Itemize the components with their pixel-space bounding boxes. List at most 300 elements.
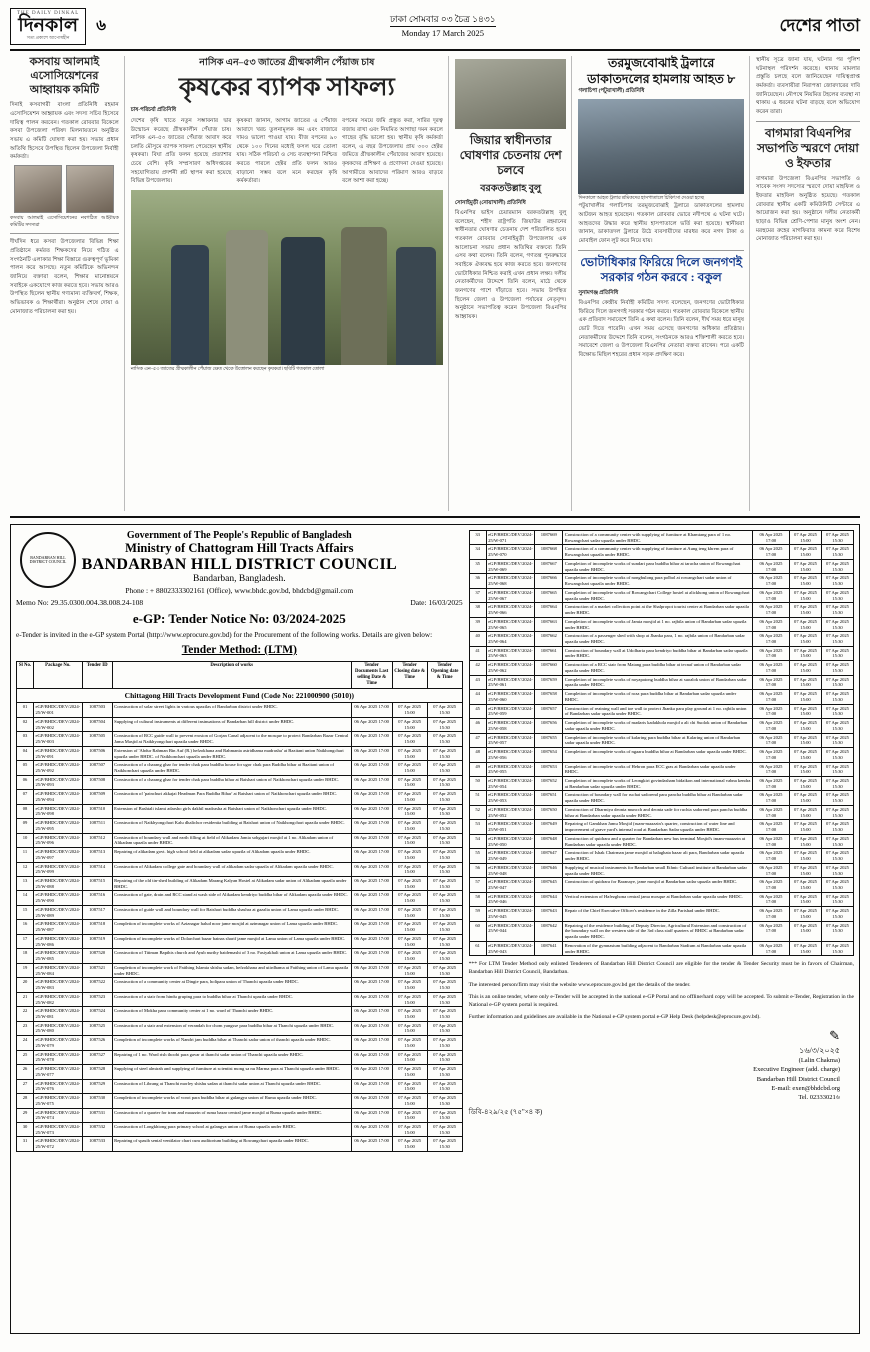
- last-selling-cell: 06 Apr 2025 17:00: [753, 559, 790, 573]
- description-cell: Construction of a community center with supplying of furniture at Khamtang para of 1 no. Rowangchari sadar upazila under BHDC.: [563, 531, 753, 545]
- th-sl: Sl No.: [17, 662, 34, 689]
- col4-photo: [578, 99, 744, 194]
- description-cell: Construction of solar street lights in various upazilas of Bandarban district under BHDC.: [112, 703, 351, 717]
- last-selling-cell: 06 Apr 2025 17:00: [753, 941, 790, 955]
- page-number: ৬: [96, 18, 107, 34]
- sl-cell: 08: [17, 804, 34, 818]
- opening-cell: 07 Apr 2025 15:30: [822, 617, 854, 631]
- tender-id-cell: 1087666: [535, 574, 563, 588]
- description-cell: Completion of incomplete works of Rowangchari College hostel at alickhong union of Rowangchari upazila under BHDC.: [563, 588, 753, 602]
- col5-body-1: স্থানীয় সূত্রে জানা যায়, ঘটনার পর পুলিশ ঘটনাস্থল পরিদর্শন করেছে। থানায় মামলার প্রস্তুতি চলছে বলে জানিয়েছেন দায়িত্বপ্রাপ্ত কর্মকর্তা। ব্যবসায়ীরা নিরাপত্তা জোরদারের দাবি জানিয়েছেন। নৌপথে নিয়মিত টহলের ব্যবস্থা না থাকায় এ ধরনের ঘটনা বাড়ছে বলে অভিযোগ করেন তারা।: [755, 57, 860, 115]
- signature-block: [469, 1027, 854, 1102]
- sl-cell: 48: [469, 748, 486, 762]
- last-selling-cell: 06 Apr 2025 17:00: [753, 632, 790, 646]
- table-row: [17, 920, 463, 934]
- package-no-cell: eGP/BHDC/DEV/2024-25/W-059: [486, 704, 535, 718]
- last-selling-cell: 06 Apr 2025 17:00: [753, 661, 790, 675]
- package-no-cell: eGP/BHDC/DEV/2024-25/W-056: [486, 748, 535, 762]
- last-selling-cell: 06 Apr 2025 17:00: [351, 775, 392, 789]
- description-cell: Completion of incomplete works of Leongkiri govindasham bidaikon and international vabna kendra at Bandarban sadar upazila under BHDC.: [563, 776, 753, 790]
- description-cell: Vertical extension of Hafezghona central jama mosque at Bandarban sadar upazila under BHDC.: [563, 892, 753, 906]
- closing-cell: 07 Apr 2025 15:00: [790, 834, 822, 848]
- tender-id-cell: 1087658: [535, 690, 563, 704]
- tender-id-cell: 1087651: [535, 791, 563, 805]
- last-selling-cell: 06 Apr 2025 17:00: [753, 849, 790, 863]
- closing-cell: 07 Apr 2025 15:00: [790, 617, 822, 631]
- table-row: [469, 690, 853, 704]
- opening-cell: 07 Apr 2025 15:30: [427, 804, 462, 818]
- opening-cell: 07 Apr 2025 15:30: [822, 632, 854, 646]
- description-cell: Construction of Titiman Bapthis church and Ayub nurthy baidemashi of 3 no. Fasiyakhali union at Lama upazila under BHDC.: [112, 949, 351, 963]
- sl-cell: 57: [469, 878, 486, 892]
- package-no-cell: eGP/BHDC/DEV/2024-25/W-002: [34, 717, 83, 731]
- sl-cell: 10: [17, 833, 34, 847]
- col1-headline: কসবায় আলমাই এসোসিয়েশনের আহ্বায়ক কমিটি: [29, 56, 100, 96]
- opening-cell: 07 Apr 2025 15:30: [427, 891, 462, 905]
- tender-id-cell: 1087669: [535, 531, 563, 545]
- description-cell: Completion of incomplete works of ngaaru buddha bihar at Bandarban sadar upazila under BHDC.: [563, 748, 753, 762]
- opening-cell: 07 Apr 2025 15:30: [427, 833, 462, 847]
- tender-id-cell: 1087656: [535, 719, 563, 733]
- closing-cell: 07 Apr 2025 15:00: [392, 746, 427, 760]
- last-selling-cell: 06 Apr 2025 17:00: [753, 690, 790, 704]
- table-row: [17, 992, 463, 1006]
- tender-id-cell: 1087512: [82, 833, 112, 847]
- last-selling-cell: 06 Apr 2025 17:00: [753, 820, 790, 834]
- closing-cell: 07 Apr 2025 15:00: [790, 762, 822, 776]
- package-no-cell: eGP/BHDC/DEV/2024-25/W-065: [486, 617, 535, 631]
- table-row: [17, 775, 463, 789]
- opening-cell: 07 Apr 2025 15:30: [822, 719, 854, 733]
- tender-id-cell: 1087641: [535, 941, 563, 955]
- last-selling-cell: 06 Apr 2025 17:00: [753, 834, 790, 848]
- package-no-cell: eGP/BHDC/DEV/2024-25/W-080: [34, 1021, 83, 1035]
- last-selling-cell: 06 Apr 2025 17:00: [351, 1094, 392, 1108]
- table-row: [469, 545, 853, 559]
- opening-cell: 07 Apr 2025 15:30: [427, 848, 462, 862]
- advertisement-code: ডিবি-৪২৯/২৫ (৭৫"×৪ ক): [468, 1107, 543, 1116]
- sl-cell: 07: [17, 790, 34, 804]
- table-row: [469, 588, 853, 602]
- col4-byline-2: সুনামগঞ্জ প্রতিনিধি: [578, 289, 619, 296]
- sl-cell: 43: [469, 675, 486, 689]
- last-selling-cell: 06 Apr 2025 17:00: [351, 1065, 392, 1079]
- tender-id-cell: 1087505: [82, 732, 112, 746]
- package-no-cell: eGP/BHDC/DEV/2024-25/W-098: [34, 804, 83, 818]
- package-no-cell: eGP/BHDC/DEV/2024-25/W-003: [34, 732, 83, 746]
- col2-kicker: নাসিক এন–৫৩ জাতের গ্রীষ্মকালীন পেঁয়াজ চাষ: [199, 58, 375, 68]
- tender-id-cell: 1087506: [82, 746, 112, 760]
- description-cell: Repairing of 1 no. Ward rish thoobi para gavar at thanchi sadar union of Thanchi upazila under BHDC.: [112, 1050, 351, 1064]
- table-row: [17, 1108, 463, 1122]
- divider: [10, 233, 119, 234]
- last-selling-cell: 06 Apr 2025 17:00: [351, 848, 392, 862]
- opening-cell: 07 Apr 2025 15:30: [427, 978, 462, 992]
- closing-cell: 07 Apr 2025 15:00: [392, 1094, 427, 1108]
- package-no-cell: eGP/BHDC/DEV/2024-25/W-073: [34, 1122, 83, 1136]
- last-selling-cell: 06 Apr 2025 17:00: [351, 732, 392, 746]
- sl-cell: 24: [17, 1036, 34, 1050]
- package-no-cell: eGP/BHDC/DEV/2024-25/W-064: [486, 632, 535, 646]
- description-cell: Construction of quidrara and a quarter for Bandarban new bus terminal Mosjid's imam-maazzin at Bandarban sadar upazila under BHDC.: [563, 834, 753, 848]
- opening-cell: 07 Apr 2025 15:30: [822, 675, 854, 689]
- last-selling-cell: 06 Apr 2025 17:00: [753, 748, 790, 762]
- sl-cell: 55: [469, 849, 486, 863]
- opening-cell: 07 Apr 2025 15:30: [822, 704, 854, 718]
- tender-id-cell: 1087663: [535, 617, 563, 631]
- package-no-cell: eGP/BHDC/DEV/2024-25/W-083: [34, 978, 83, 992]
- package-no-cell: eGP/BHDC/DEV/2024-25/W-045: [486, 907, 535, 921]
- tender-id-cell: 1087649: [535, 820, 563, 834]
- opening-cell: 07 Apr 2025 15:30: [822, 661, 854, 675]
- description-cell: Construction of Dharmiya deonta muncch and deonta sade for ruchia sadorend para pancha buddha bihar at Bandarban sadar upazila under BHDC.: [563, 805, 753, 819]
- sl-cell: 50: [469, 776, 486, 790]
- description-cell: Construction of Alikadam college gate and boundary wall of alikadam sadar upazila of Alikadam upazila under BHDC.: [112, 862, 351, 876]
- sl-cell: 53: [469, 820, 486, 834]
- opening-cell: 07 Apr 2025 15:30: [427, 761, 462, 775]
- tender-id-cell: 1087647: [535, 849, 563, 863]
- tender-id-cell: 1087520: [82, 949, 112, 963]
- description-cell: Construction of boundary wall at Udolbaria para kendriyo buddha bihar at Bandarban sadar upazila under BHDC.: [563, 646, 753, 660]
- closing-cell: 07 Apr 2025 15:00: [790, 805, 822, 819]
- closing-cell: 07 Apr 2025 15:00: [392, 1021, 427, 1035]
- description-cell: Completion of incomplete works of kalaring para buddha bihar at Kalaring union of Bandarban sadar upazila under BHDC.: [563, 733, 753, 747]
- tender-method: Tender Method: (LTM): [181, 644, 297, 657]
- tender-id-cell: 1087650: [535, 805, 563, 819]
- last-selling-cell: 06 Apr 2025 17:00: [753, 878, 790, 892]
- table-row: [17, 934, 463, 948]
- masthead-date: [390, 14, 496, 39]
- description-cell: Construction of quidrara for Baranaye, jame mosjid at Bandarban sadar upazila under BHDC.: [563, 878, 753, 892]
- tender-id-cell: 1087503: [82, 703, 112, 717]
- table-row: [469, 632, 853, 646]
- table-row: [17, 862, 463, 876]
- ministry-line: Ministry of Chattogram Hill Tracts Affairs: [125, 541, 354, 555]
- memo-date: Date: 16/03/2025: [410, 598, 463, 607]
- sl-cell: 06: [17, 775, 34, 789]
- th-opening: Tender Opening date & Time: [427, 662, 462, 689]
- package-no-cell: eGP/BHDC/DEV/2024-25/W-078: [34, 1050, 83, 1064]
- sl-cell: 31: [17, 1137, 34, 1151]
- sl-cell: 42: [469, 661, 486, 675]
- tender-id-cell: 1087515: [82, 877, 112, 891]
- table-row: [469, 559, 853, 573]
- tender-id-cell: 1087653: [535, 762, 563, 776]
- sl-cell: 16: [17, 920, 34, 934]
- location-line: Bandarban, Bangladesh.: [193, 574, 286, 584]
- col2-para-3: বপনের সময়ে জমি প্রস্তুত করা, সারির দূরত্ব বজায় রাখা এবং নিয়মিত আগাছা দমন করলে গাছের বৃদ্ধি ভালো হয়। স্থানীয় কৃষি কর্মকর্তা বলেন, এ বছর উপজেলায় প্রায় ৩০০ হেক্টর জমিতে গ্রীষ্মকালীন পেঁয়াজের আবাদ হয়েছে। কৃষকদের প্রশিক্ষণ ও প্রণোদনা দেওয়া হয়েছে। আগামীতে আবাদের পরিমাণ আরও বাড়বে বলে আশা করা হচ্ছে।: [342, 117, 443, 185]
- table-row: [17, 1050, 463, 1064]
- sl-cell: 47: [469, 733, 486, 747]
- table-row: [17, 963, 463, 977]
- tender-id-cell: 1087646: [535, 863, 563, 877]
- closing-cell: 07 Apr 2025 15:00: [790, 892, 822, 906]
- closing-cell: 07 Apr 2025 15:00: [392, 761, 427, 775]
- tender-id-cell: 1087660: [535, 661, 563, 675]
- last-selling-cell: 06 Apr 2025 17:00: [351, 1050, 392, 1064]
- col4-body: পটুয়াখালীর গলাচিপায় তরমুজবোঝাই ট্রলারে ডাকাতদলের হামলায় আটজন আহত হয়েছেন। গতকাল রোববার ভোরে নদীপথে এ ঘটনা ঘটে। আহতদের উদ্ধার করে স্থানীয় হাসপাতালে ভর্তি করা হয়েছে। স্থানীয়রা জানান, ডাকাতদল ট্রলারে উঠে ব্যবসায়ীদের মারধর করে নগদ টাকা ও মোবাইল ফোন লুট করে নিয়ে যায়।: [578, 203, 744, 244]
- package-no-cell: eGP/BHDC/DEV/2024-25/W-058: [486, 719, 535, 733]
- closing-cell: 07 Apr 2025 15:00: [392, 732, 427, 746]
- closing-cell: 07 Apr 2025 15:00: [392, 905, 427, 919]
- table-row: [469, 762, 853, 776]
- tender-id-cell: 1087514: [82, 862, 112, 876]
- th-closing: Tender Closing date & Time: [392, 662, 427, 689]
- th-last-selling: Tender Documents Last selling Date & Time: [351, 662, 392, 689]
- closing-cell: 07 Apr 2025 15:00: [392, 877, 427, 891]
- description-cell: Repair of the Chief Executive Officer's residence in the Zilla Parishad under BHDC.: [563, 907, 753, 921]
- table-row: [17, 790, 463, 804]
- closing-cell: 07 Apr 2025 15:00: [790, 545, 822, 559]
- table-row: [469, 675, 853, 689]
- sl-cell: 39: [469, 617, 486, 631]
- description-cell: Construction of Longkhiong para primary school at galangya union of Ruma upazila under BHDC.: [112, 1122, 351, 1136]
- tender-id-cell: 1087642: [535, 921, 563, 941]
- opening-cell: 07 Apr 2025 15:30: [427, 862, 462, 876]
- closing-cell: 07 Apr 2025 15:00: [790, 646, 822, 660]
- table-row: [469, 719, 853, 733]
- closing-cell: 07 Apr 2025 15:00: [392, 891, 427, 905]
- package-no-cell: eGP/BHDC/DEV/2024-25/W-046: [486, 892, 535, 906]
- last-selling-cell: 06 Apr 2025 17:00: [351, 1137, 392, 1151]
- opening-cell: 07 Apr 2025 15:30: [822, 733, 854, 747]
- tender-id-cell: 1087652: [535, 776, 563, 790]
- package-no-cell: eGP/BHDC/DEV/2024-25/W-085: [34, 949, 83, 963]
- table-row: [469, 863, 853, 877]
- last-selling-cell: 06 Apr 2025 17:00: [351, 1122, 392, 1136]
- th-description: Description of works: [112, 662, 351, 689]
- last-selling-cell: 06 Apr 2025 17:00: [351, 949, 392, 963]
- table-row: [17, 877, 463, 891]
- tender-id-cell: 1087668: [535, 545, 563, 559]
- tender-header: [16, 530, 463, 595]
- section-divider: [10, 516, 860, 518]
- last-selling-cell: 06 Apr 2025 17:00: [753, 617, 790, 631]
- table-row: [469, 921, 853, 941]
- sl-cell: 34: [469, 545, 486, 559]
- opening-cell: 07 Apr 2025 15:30: [427, 905, 462, 919]
- opening-cell: 07 Apr 2025 15:30: [822, 545, 854, 559]
- tender-id-cell: 1087655: [535, 733, 563, 747]
- closing-cell: 07 Apr 2025 15:00: [790, 531, 822, 545]
- description-cell: Repairing of spasib senial ventilator chart cum auditorium building at Rowangchari upazila under BHDC.: [112, 1137, 351, 1151]
- opening-cell: 07 Apr 2025 15:30: [822, 776, 854, 790]
- sl-cell: 09: [17, 819, 34, 833]
- package-no-cell: eGP/BHDC/DEV/2024-25/W-051: [486, 820, 535, 834]
- sl-cell: 36: [469, 574, 486, 588]
- col4-headline: তরমুজবোঝাই ট্রলারে ডাকাতদলের হামলায় আহত ৮: [587, 56, 736, 86]
- opening-cell: 07 Apr 2025 15:30: [822, 941, 854, 955]
- tender-id-cell: 1087522: [82, 978, 112, 992]
- description-cell: Construction of gate, drain and RCC stand at wash side of Alikadam kendriyo buddha bihar of Alikadam upazila under BHDC.: [112, 891, 351, 905]
- description-cell: Repairing of Gamkhan Jamu Mosjid (ruam-maazzin's quarter, construction of water line and improvement of grave yard's internal road at Bandarban Sadar upazila under BHDC.: [563, 820, 753, 834]
- closing-cell: 07 Apr 2025 15:00: [392, 1036, 427, 1050]
- description-cell: Completion of incomplete works of Nandri jam buddha bihar at Thanchi sadar union of thanchi upazila under BHDC.: [112, 1036, 351, 1050]
- logo-english-name: THE DAILY DINKAL: [17, 11, 80, 16]
- table-row: [17, 1094, 463, 1108]
- package-no-cell: eGP/BHDC/DEV/2024-25/W-092: [34, 761, 83, 775]
- last-selling-cell: 06 Apr 2025 17:00: [753, 907, 790, 921]
- package-no-cell: eGP/BHDC/DEV/2024-25/W-069: [486, 559, 535, 573]
- opening-cell: 07 Apr 2025 15:30: [822, 646, 854, 660]
- tender-id-cell: 1087518: [82, 920, 112, 934]
- opening-cell: 07 Apr 2025 15:30: [822, 834, 854, 848]
- closing-cell: 07 Apr 2025 15:00: [392, 978, 427, 992]
- opening-cell: 07 Apr 2025 15:30: [822, 907, 854, 921]
- tender-id-cell: 1087526: [82, 1036, 112, 1050]
- col2-byline: চাষ-পরিচর্যা প্রতিনিধি: [130, 107, 177, 114]
- description-cell: Construction of 'painchuri akkajai Headman Para Buddha Bihar' at Baishari union of Naikhonchari upazila under BHDC.: [112, 790, 351, 804]
- package-no-cell: eGP/BHDC/DEV/2024-25/W-071: [486, 531, 535, 545]
- signatory-email: E-mail: exen@bhdcbd.org: [771, 1084, 840, 1092]
- sl-cell: 33: [469, 531, 486, 545]
- description-cell: Construction of a charang ghar for tender chak para buddha bihar at Baishari union of Naikhonchari upazila under BHDC.: [112, 775, 351, 789]
- opening-cell: 07 Apr 2025 15:30: [427, 717, 462, 731]
- col3-headline: জিয়ার স্বাধীনতার ঘোষণার চেতনায় দেশ চলবে: [459, 133, 562, 177]
- closing-cell: 07 Apr 2025 15:00: [392, 1050, 427, 1064]
- closing-cell: 07 Apr 2025 15:00: [790, 776, 822, 790]
- col1-photo: [10, 165, 119, 213]
- th-package: Package No.: [34, 662, 83, 689]
- table-row: [17, 949, 463, 963]
- opening-cell: 07 Apr 2025 15:30: [822, 892, 854, 906]
- last-selling-cell: 06 Apr 2025 17:00: [753, 603, 790, 617]
- sl-cell: 44: [469, 690, 486, 704]
- tender-notice-title: e-GP: Tender Notice No: 03/2024-2025: [132, 611, 346, 626]
- sl-cell: 01: [17, 703, 34, 717]
- col3-byline: সোনাইমুড়ী (নোয়াখালী) প্রতিনিধি: [454, 199, 526, 206]
- col2-para-2: কৃষকরা জানান, আগাম জাতের এ পেঁয়াজ আবাদে খরচ তুলনামূলক কম এবং বাজারে দামও ভালো পাওয়া যায়। বীজ বপনের ৯০ থেকে ১০০ দিনের মধ্যেই ফসল ঘরে তোলা যায়। সঠিক পরিচর্যা ও সেচ ব্যবস্থাপনা নিশ্চিত করতে পারলে হেক্টর প্রতি ফলন আরও বাড়ানো সম্ভব বলে মনে করছেন কৃষি কর্মকর্তারা।: [236, 117, 338, 185]
- package-no-cell: eGP/BHDC/DEV/2024-25/W-081: [34, 1007, 83, 1021]
- tender-right-column: [469, 530, 854, 1328]
- package-no-cell: eGP/BHDC/DEV/2024-25/W-090: [34, 891, 83, 905]
- package-no-cell: eGP/BHDC/DEV/2024-25/W-091: [34, 746, 83, 760]
- tender-id-cell: 1087532: [82, 1122, 112, 1136]
- table-row: [17, 703, 463, 717]
- logo-tagline: সত্য প্রকাশে আপোষহীন: [26, 35, 70, 40]
- closing-cell: 07 Apr 2025 15:00: [392, 1108, 427, 1122]
- sl-cell: 02: [17, 717, 34, 731]
- last-selling-cell: 06 Apr 2025 17:00: [753, 921, 790, 941]
- tender-id-cell: 1087513: [82, 848, 112, 862]
- table-row: [17, 1007, 463, 1021]
- tender-id-cell: 1087531: [82, 1108, 112, 1122]
- opening-cell: 07 Apr 2025 15:30: [822, 878, 854, 892]
- last-selling-cell: 06 Apr 2025 17:00: [351, 833, 392, 847]
- masthead: [10, 8, 860, 51]
- closing-cell: 07 Apr 2025 15:00: [790, 690, 822, 704]
- last-selling-cell: 06 Apr 2025 17:00: [351, 761, 392, 775]
- last-selling-cell: 06 Apr 2025 17:00: [351, 992, 392, 1006]
- table-row: [17, 761, 463, 775]
- description-cell: Completion of incomplete works of roza para buddha bihar at Bandarban sadar upazila under BHDC.: [563, 690, 753, 704]
- tender-id-cell: 1087516: [82, 891, 112, 905]
- description-cell: Construction of Mokha para community center at 1 no. ward of Thanchi under BHDC.: [112, 1007, 351, 1021]
- sl-cell: 22: [17, 1007, 34, 1021]
- description-cell: Construction of Ishak Chairman jame mosjid at balaghata bazar ali para, Bandarban sadar upazila under BHDC.: [563, 849, 753, 863]
- table-row: [17, 804, 463, 818]
- tender-id-cell: 1087654: [535, 748, 563, 762]
- last-selling-cell: 06 Apr 2025 17:00: [351, 717, 392, 731]
- section-title: দেশের পাতা: [779, 15, 860, 35]
- tender-id-cell: 1087511: [82, 819, 112, 833]
- table-row: [469, 574, 853, 588]
- closing-cell: 07 Apr 2025 15:00: [392, 963, 427, 977]
- description-cell: Repairing of the residence building of Deputy Director, Agricultural Extension and construction of the boundary wall on the western side of the 3rd class staff quarters of BHDC at Bandarban sadar upazila under BHDC.: [563, 921, 753, 941]
- signature-mark: ✎: [829, 1027, 840, 1043]
- package-no-cell: eGP/BHDC/DEV/2024-25/W-063: [486, 646, 535, 660]
- closing-cell: 07 Apr 2025 15:00: [392, 819, 427, 833]
- opening-cell: 07 Apr 2025 15:30: [822, 574, 854, 588]
- table-row: [17, 717, 463, 731]
- package-no-cell: eGP/BHDC/DEV/2024-25/W-070: [486, 545, 535, 559]
- signatory-name: (Lalin Chakma): [798, 1057, 840, 1065]
- logo-bangla-name: দিনকাল: [18, 15, 78, 36]
- opening-cell: 07 Apr 2025 15:30: [822, 863, 854, 877]
- description-cell: Supplying of musical instruments for Bandarban small Ethnic Cultural institute at Bandarban sadar upazila under BHDC.: [563, 863, 753, 877]
- last-selling-cell: 06 Apr 2025 17:00: [351, 1079, 392, 1093]
- table-row: [469, 805, 853, 819]
- package-no-cell: eGP/BHDC/DEV/2024-25/W-086: [34, 934, 83, 948]
- col4-body-2: বিএনপির কেন্দ্রীয় নির্বাহী কমিটির সদস্য বলেছেন, জনগণের ভোটাধিকার ফিরিয়ে দিলে জনগণই সরকার গঠন করবে। গতকাল রোববার বিকেলে স্থানীয় এক প্রতিবাদ সমাবেশে তিনি এ কথা বলেন। তিনি বলেন, দীর্ঘ সময় ধরে মানুষ ভোট দিতে পারেনি। এখন সময় এসেছে জনগণের অধিকার প্রতিষ্ঠার। নেতাকর্মীদের উদ্দেশে তিনি বলেন, সংগঠনকে আরও শক্তিশালী করতে হবে। সমাবেশে জেলা ও উপজেলা বিএনপির নেতারা বক্তব্য রাখেন। পরে একটি বিক্ষোভ মিছিল শহরের প্রধান সড়ক প্রদক্ষিণ করে।: [578, 299, 744, 358]
- sl-cell: 37: [469, 588, 486, 602]
- sl-cell: 61: [469, 941, 486, 955]
- tender-id-cell: 1087665: [535, 588, 563, 602]
- opening-cell: 07 Apr 2025 15:30: [427, 819, 462, 833]
- sl-cell: 56: [469, 863, 486, 877]
- news-column-2: [131, 56, 449, 511]
- package-no-cell: eGP/BHDC/DEV/2024-25/W-057: [486, 733, 535, 747]
- sl-cell: 28: [17, 1094, 34, 1108]
- closing-cell: 07 Apr 2025 15:00: [790, 907, 822, 921]
- description-cell: Completion of incomplete works of Aziznagar halud noor jame mosjid at azimnagar union of Lama upazila under BHDC.: [112, 920, 351, 934]
- tender-id-cell: 1087527: [82, 1050, 112, 1064]
- opening-cell: 07 Apr 2025 15:30: [427, 790, 462, 804]
- description-cell: Construction of a stair from hindu gruping para to buddha bihar at Thanchi upazila under BHDC.: [112, 992, 351, 1006]
- last-selling-cell: 06 Apr 2025 17:00: [351, 1007, 392, 1021]
- sl-cell: 20: [17, 978, 34, 992]
- sl-cell: 14: [17, 891, 34, 905]
- last-selling-cell: 06 Apr 2025 17:00: [351, 804, 392, 818]
- description-cell: Construction of a stair and extension of verandah for chom yangsse para buddha bihar at Thanchi upazila under BHDC.: [112, 1021, 351, 1035]
- opening-cell: 07 Apr 2025 15:30: [822, 559, 854, 573]
- closing-cell: 07 Apr 2025 15:00: [790, 632, 822, 646]
- description-cell: Completion of incomplete works of noyapatong buddha bihar at suoalok union of Bandarban sadar upazila under BHDC.: [563, 675, 753, 689]
- memo-row: [16, 598, 463, 607]
- tender-id-cell: 1087662: [535, 632, 563, 646]
- table-header-row: [17, 662, 463, 689]
- package-no-cell: eGP/BHDC/DEV/2024-25/W-043: [486, 941, 535, 955]
- last-selling-cell: 06 Apr 2025 17:00: [351, 920, 392, 934]
- table-row: [17, 732, 463, 746]
- col4-headline-2: ভোটাধিকার ফিরিয়ে দিলে জনগণই সরকার গঠন করবে : বকুল: [580, 254, 743, 284]
- last-selling-cell: 06 Apr 2025 17:00: [351, 790, 392, 804]
- description-cell: Construction of boundary wall for ruchai sadorend para pancha buddha bihar at Bandarban sadar upazila under BHDC.: [563, 791, 753, 805]
- last-selling-cell: 06 Apr 2025 17:00: [753, 805, 790, 819]
- last-selling-cell: 06 Apr 2025 17:00: [351, 819, 392, 833]
- table-row: [17, 1021, 463, 1035]
- sl-cell: 21: [17, 992, 34, 1006]
- news-area: [10, 56, 860, 511]
- opening-cell: 07 Apr 2025 15:30: [427, 746, 462, 760]
- opening-cell: 07 Apr 2025 15:30: [427, 1079, 462, 1093]
- closing-cell: 07 Apr 2025 15:00: [790, 661, 822, 675]
- th-tender-id: Tender ID: [82, 662, 112, 689]
- package-no-cell: eGP/BHDC/DEV/2024-25/W-044: [486, 921, 535, 941]
- sl-cell: 23: [17, 1021, 34, 1035]
- tender-id-cell: 1087504: [82, 717, 112, 731]
- package-no-cell: eGP/BHDC/DEV/2024-25/W-072: [34, 1137, 83, 1151]
